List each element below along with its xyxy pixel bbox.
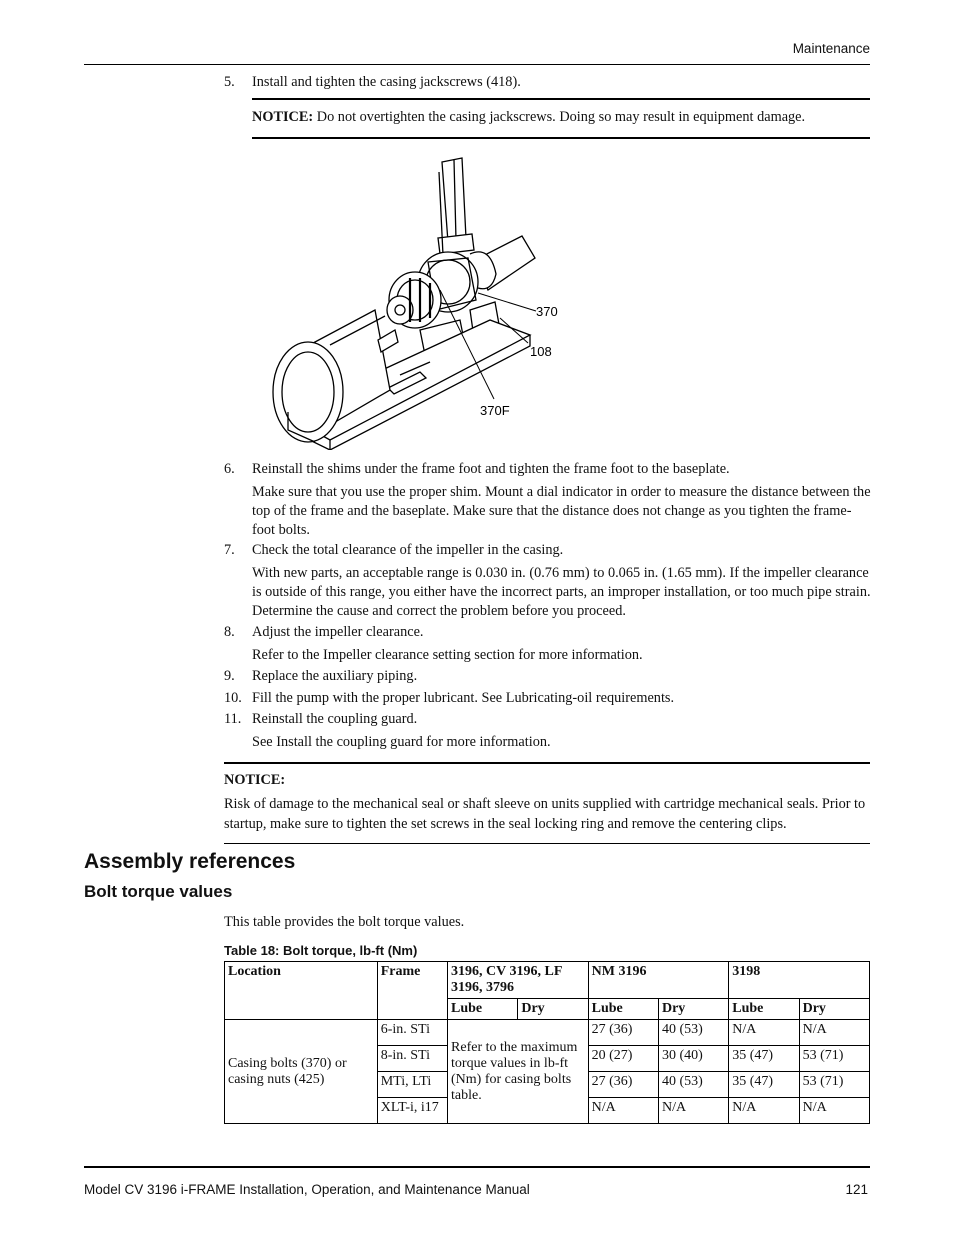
- value-cell: 53 (71): [799, 1072, 869, 1098]
- value-cell: 35 (47): [729, 1072, 799, 1098]
- step-number: 8.: [224, 624, 235, 640]
- value-cell: 27 (36): [588, 1072, 658, 1098]
- frame-cell: 8-in. STi: [377, 1046, 447, 1072]
- step-number: 9.: [224, 668, 235, 684]
- value-cell: N/A: [799, 1098, 869, 1124]
- step-text: Check the total clearance of the impeller in the casing.: [252, 542, 564, 558]
- subsection-title: Bolt torque values: [84, 882, 233, 901]
- table-caption: Table 18: Bolt torque, lb-ft (Nm): [224, 943, 418, 958]
- page-number: 121: [845, 1182, 868, 1197]
- step-text: Adjust the impeller clearance.: [252, 624, 424, 640]
- header-location: Location: [225, 962, 378, 1020]
- value-cell: N/A: [799, 1020, 869, 1046]
- value-cell: 53 (71): [799, 1046, 869, 1072]
- notice2-label: NOTICE:: [224, 772, 286, 788]
- step-text: Fill the pump with the proper lubricant. See Lubricating-oil requirements.: [252, 690, 675, 706]
- frame-cell: MTi, LTi: [377, 1072, 447, 1098]
- notice2-bottom-rule: [224, 843, 870, 844]
- frame-cell: 6-in. STi: [377, 1020, 447, 1046]
- step-11-detail: See Install the coupling guard for more information.: [252, 734, 551, 750]
- step-text: Reinstall the shims under the frame foot and tighten the frame foot to the baseplate.: [252, 461, 730, 477]
- value-cell: N/A: [729, 1098, 799, 1124]
- refer-cell: Refer to the maximum torque values in lb-ft (Nm) for casing bolts table.: [448, 1020, 589, 1124]
- step-number: 10.: [224, 690, 242, 706]
- value-cell: 40 (53): [658, 1072, 728, 1098]
- step-text: Reinstall the coupling guard.: [252, 711, 418, 727]
- header-group-3196: 3196, CV 3196, LF 3196, 3796: [448, 962, 589, 999]
- value-cell: 30 (40): [658, 1046, 728, 1072]
- value-cell: 40 (53): [658, 1020, 728, 1046]
- step-number: 11.: [224, 711, 242, 727]
- callout-370: 370: [536, 304, 558, 319]
- callout-108: 108: [530, 344, 552, 359]
- footer-title: Model CV 3196 i-FRAME Installation, Operation, and Maintenance Manual: [84, 1182, 530, 1197]
- step-text: Replace the auxiliary piping.: [252, 668, 418, 684]
- step-number: 7.: [224, 542, 235, 558]
- running-header: Maintenance: [792, 41, 870, 56]
- header-group-3198: 3198: [729, 962, 870, 999]
- bolt-torque-table: [224, 961, 870, 1124]
- header-dry: Dry: [658, 999, 728, 1020]
- step-number: 6.: [224, 461, 235, 477]
- header-frame: Frame: [377, 962, 447, 1020]
- notice-box: [252, 108, 872, 127]
- header-dry: Dry: [518, 999, 588, 1020]
- header-lube: Lube: [588, 999, 658, 1020]
- notice-text: Do not overtighten the casing jackscrews. Doing so may result in equipment damage.: [316, 109, 806, 125]
- callout-370f: 370F: [480, 403, 510, 418]
- step-8-detail: Refer to the Impeller clearance setting section for more information.: [252, 647, 643, 663]
- value-cell: 35 (47): [729, 1046, 799, 1072]
- table-row: [225, 1020, 870, 1046]
- value-cell: N/A: [588, 1098, 658, 1124]
- step-number: 5.: [224, 74, 235, 90]
- value-cell: 20 (27): [588, 1046, 658, 1072]
- value-cell: 27 (36): [588, 1020, 658, 1046]
- location-cell: Casing bolts (370) or casing nuts (425): [225, 1020, 378, 1124]
- step-text: Install and tighten the casing jackscrews (418).: [252, 74, 521, 90]
- pump-assembly-figure: [260, 150, 580, 450]
- notice-top-rule: [252, 98, 870, 100]
- frame-cell: XLT-i, i17: [377, 1098, 447, 1124]
- section-title: Assembly references: [84, 850, 296, 873]
- notice-bottom-rule: [252, 137, 870, 139]
- step-7-detail: With new parts, an acceptable range is 0.030 in. (0.76 mm) to 0.065 in. (1.65 mm). If the impeller clearance is outside of this range, you either have the incorrect parts, an improper installation, or too much pipe strain. Determine the cause and correct the problem before you proceed.: [252, 565, 871, 619]
- header-lube: Lube: [729, 999, 799, 1020]
- header-dry: Dry: [799, 999, 869, 1020]
- footer-rule: [84, 1166, 870, 1168]
- notice2-top-rule: [224, 762, 870, 764]
- value-cell: N/A: [729, 1020, 799, 1046]
- section-intro: This table provides the bolt torque values.: [224, 914, 465, 930]
- header-lube: Lube: [448, 999, 518, 1020]
- value-cell: N/A: [658, 1098, 728, 1124]
- header-rule: [84, 64, 870, 65]
- notice-label: NOTICE:: [252, 109, 314, 125]
- step-6-detail: Make sure that you use the proper shim. Mount a dial indicator in order to measure the distance between the top of the frame and the baseplate. Make sure that the distance does not change as you tighten the frame-foot bolts.: [252, 484, 871, 538]
- notice2-text: Risk of damage to the mechanical seal or shaft sleeve on units supplied with cartridge mechanical seals. Prior to startup, make sure to tighten the set screws in the seal locking ring and remove the centering clips.: [224, 796, 866, 832]
- header-group-nm3196: NM 3196: [588, 962, 729, 999]
